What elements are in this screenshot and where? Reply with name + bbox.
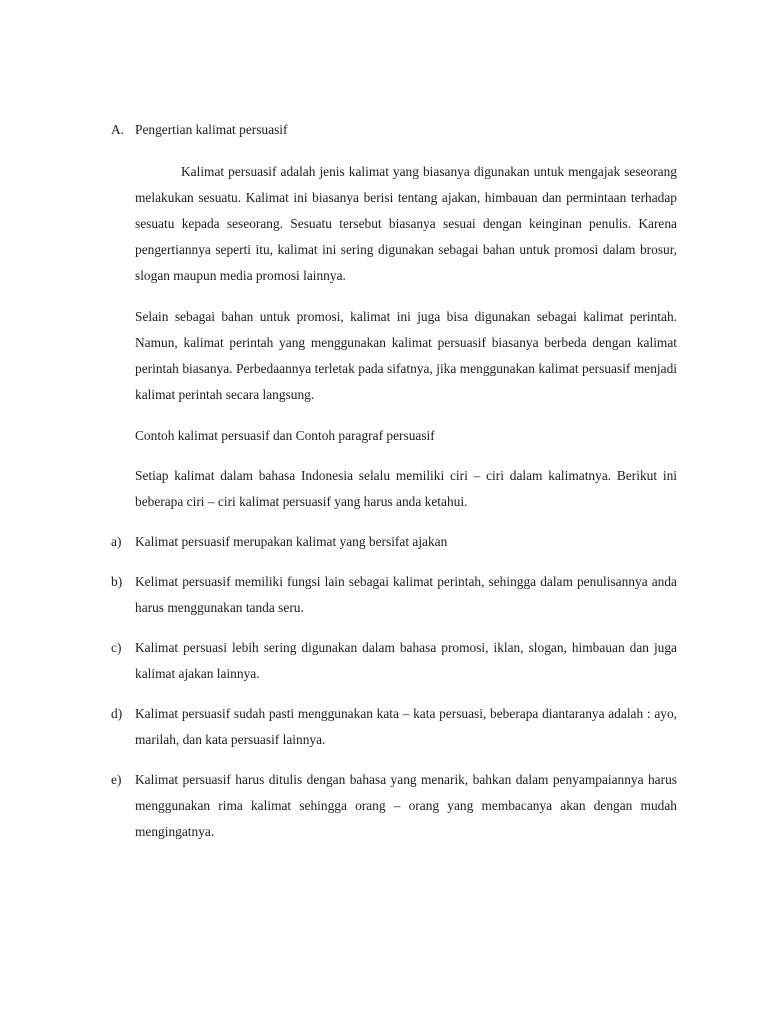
list-item <box>111 701 677 753</box>
list-item <box>111 569 677 621</box>
list-item-text: Kalimat persuasif sudah pasti menggunakan kata – kata persuasi, beberapa diantaranya adalah : ayo, marilah, dan kata persuasif lainnya. <box>135 706 677 747</box>
list-item <box>111 529 677 555</box>
list-item-text: Kalimat persuasif harus ditulis dengan bahasa yang menarik, bahkan dalam penyampaiannya harus menggunakan rima kalimat sehingga orang – orang yang membacanya akan dengan mudah mengingatnya. <box>135 772 677 839</box>
list-item <box>111 767 677 845</box>
paragraph-command-usage: Selain sebagai bahan untuk promosi, kalimat ini juga bisa digunakan sebagai kalimat perintah. Namun, kalimat perintah yang menggunakan kalimat persuasif biasanya berbeda dengan kalimat perintah biasanya. Perbedaannya terletak pada sifatnya, jika menggunakan kalimat persuasif menjadi kalimat perintah secara langsung. <box>135 309 677 402</box>
list-item <box>111 635 677 687</box>
section-title: Pengertian kalimat persuasif <box>135 122 288 137</box>
list-marker: d) <box>111 706 123 721</box>
paragraph-example-heading: Contoh kalimat persuasif dan Contoh paragraf persuasif <box>135 428 435 443</box>
paragraph-characteristics-intro: Setiap kalimat dalam bahasa Indonesia selalu memiliki ciri – ciri dalam kalimatnya. Berikut ini beberapa ciri – ciri kalimat persuasif yang harus anda ketahui. <box>135 468 677 509</box>
list-item-text: Kelimat persuasif memiliki fungsi lain sebagai kalimat perintah, sehingga dalam penulisannya anda harus menggunakan tanda seru. <box>135 574 677 615</box>
list-item-text: Kalimat persuasif merupakan kalimat yang bersifat ajakan <box>135 534 448 549</box>
section-heading <box>111 117 691 143</box>
list-marker: a) <box>111 534 122 549</box>
section-marker: A. <box>111 122 125 137</box>
paragraph-definition: Kalimat persuasif adalah jenis kalimat yang biasanya digunakan untuk mengajak seseorang melakukan sesuatu. Kalimat ini biasanya berisi tentang ajakan, himbauan dan permintaan terhadap sesuatu kepada seseorang. Sesuatu tersebut biasanya sesuai dengan keinginan penulis. Karena pengertiannya seperti itu, kalimat ini sering digunakan sebagai bahan untuk promosi dalam brosur, slogan maupun media promosi lainnya. <box>135 164 677 283</box>
list-marker: c) <box>111 640 122 655</box>
list-item-text: Kalimat persuasi lebih sering digunakan dalam bahasa promosi, iklan, slogan, himbauan dan juga kalimat ajakan lainnya. <box>135 640 677 681</box>
list-marker: b) <box>111 574 123 589</box>
list-marker: e) <box>111 772 122 787</box>
